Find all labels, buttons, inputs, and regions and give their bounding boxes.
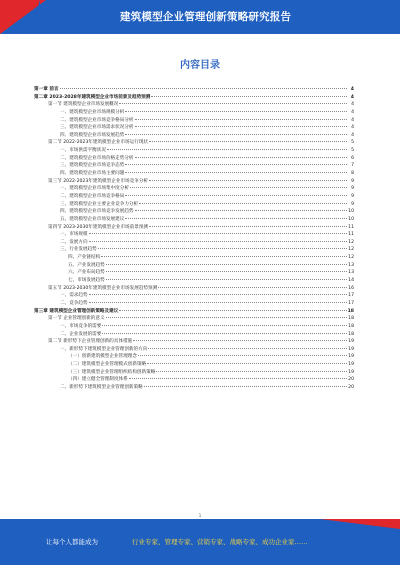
toc-dot-leader — [89, 302, 347, 303]
toc-entry-page: 7 — [351, 163, 354, 169]
toc-entry-page: 4 — [351, 117, 354, 123]
toc-entry-page: 4 — [350, 94, 354, 100]
footer-banner — [0, 519, 400, 565]
toc-dot-leader — [89, 294, 347, 295]
toc-entry[interactable] — [34, 300, 354, 308]
toc-entry-title: 四、建筑模型企业市场主要问题 — [60, 171, 125, 177]
toc-entry-title: 四、建筑模型企业市场竞争发展趋势 — [60, 209, 134, 215]
toc-dot-leader — [133, 340, 347, 341]
toc-entry-title: 二、发展方向 — [60, 239, 88, 245]
toc-entry-page: 18 — [348, 323, 354, 329]
toc-entry[interactable] — [34, 277, 354, 285]
toc-entry[interactable] — [34, 201, 354, 209]
toc-dot-leader — [106, 271, 347, 272]
toc-entry-page: 17 — [348, 300, 354, 306]
top-banner — [0, 0, 400, 34]
toc-heading: 内容目录 — [180, 60, 220, 71]
toc-entry-page: 20 — [348, 384, 354, 390]
toc-dot-leader — [149, 226, 347, 227]
toc-entry-page: 10 — [348, 216, 354, 222]
toc-entry-page: 13 — [348, 262, 354, 268]
toc-entry[interactable] — [34, 86, 354, 94]
toc-entry[interactable] — [34, 376, 354, 384]
toc-entry-page: 12 — [348, 255, 354, 261]
toc-entry-title: 第二节 2022-2023年建筑模型企业市场运行现状 — [48, 140, 149, 146]
toc-dot-leader — [125, 172, 347, 173]
toc-dot-leader — [89, 241, 347, 242]
toc-entry[interactable] — [34, 246, 354, 254]
toc-entry-page: 6 — [351, 155, 354, 161]
toc-dot-leader — [135, 210, 347, 211]
toc-entry-title: 四、产业链结构 — [68, 255, 101, 261]
toc-entry-title: 一、市场规模 — [60, 232, 88, 238]
report-title: 建筑模型企业管理创新策略研究报告 — [120, 11, 292, 23]
toc-entry-title: 第二章 2023-2028年建筑模型企业市场前景及趋势预测 — [34, 94, 151, 100]
toc-entry[interactable] — [34, 361, 354, 369]
banner-blue-notch — [30, 0, 40, 34]
toc-entry-title: （一）创新建筑模型企业管理理念 — [68, 354, 137, 360]
toc-entry-page: 11 — [348, 232, 354, 238]
toc-entry-page: 18 — [348, 316, 354, 322]
toc-entry-title: 三、建筑模型企业主要企业竞争力分析 — [60, 201, 139, 207]
toc-entry[interactable] — [34, 124, 354, 132]
toc-entry[interactable] — [34, 292, 354, 300]
toc-entry-page: 19 — [348, 346, 354, 352]
toc-entry[interactable] — [34, 170, 354, 178]
toc-entry-title: 五、建筑模型企业市场发展建议 — [60, 216, 125, 222]
toc-entry-title: 三、建筑模型企业市场竞争态势 — [60, 163, 125, 169]
toc-entry-page: 9 — [351, 178, 354, 184]
toc-entry-title: 二、建筑模型企业市场价格走势分析 — [60, 155, 134, 161]
toc-entry[interactable] — [34, 331, 354, 339]
toc-entry-title: 第五节 2023-2030年建筑模型企业市场发展趋势预测 — [48, 285, 158, 291]
toc-entry[interactable] — [34, 178, 354, 186]
toc-dot-leader — [119, 103, 347, 104]
toc-entry-title: 第一章 前言 — [34, 87, 59, 92]
toc-entry[interactable] — [34, 147, 354, 155]
toc-entry-title: 三、建筑模型企业市场需求状况分析 — [60, 125, 134, 131]
toc-entry-title: 二、竞争趋势 — [60, 300, 88, 306]
toc-entry-title: 七、市场发展趋势 — [68, 278, 105, 284]
toc-entry[interactable] — [34, 132, 354, 140]
toc-dot-leader — [144, 386, 347, 387]
toc-entry[interactable] — [34, 185, 354, 193]
toc-dot-leader — [60, 88, 347, 89]
toc-entry[interactable] — [34, 224, 354, 232]
toc-entry-title: 三、行业发展趋势 — [60, 247, 97, 253]
toc-entry-page: 20 — [348, 377, 354, 383]
toc-entry-page: 16 — [348, 285, 354, 291]
toc-dot-leader — [149, 180, 347, 181]
toc-entry-title: 四、建筑模型企业市场发展趋势 — [60, 132, 125, 138]
toc-entry-title: 一、新形势下建筑模型企业管理创新的方向 — [60, 346, 148, 352]
toc-dot-leader — [139, 203, 347, 204]
toc-dot-leader — [106, 279, 347, 280]
toc-entry-page: 9 — [351, 201, 354, 207]
toc-entry-page: 5 — [351, 140, 354, 146]
toc-dot-leader — [156, 371, 347, 372]
toc-dot-leader — [148, 348, 347, 349]
toc-entry-title: 二、建筑模型企业市场竞争格局分析 — [60, 117, 134, 123]
toc-entry-title: 一、建筑模型企业市场规模分析 — [60, 109, 125, 115]
toc-dot-leader — [106, 264, 347, 265]
toc-dot-leader — [125, 218, 347, 219]
toc-entry-page: 13 — [348, 270, 354, 276]
toc-entry-page: 19 — [348, 354, 354, 360]
toc-entry[interactable] — [34, 117, 354, 125]
toc-entry[interactable] — [34, 231, 354, 239]
toc-entry-page: 19 — [348, 362, 354, 368]
toc-entry-title: 第一节 建筑模型企业市场发展概况 — [48, 102, 119, 108]
toc-entry[interactable] — [34, 353, 354, 361]
toc-dot-leader — [135, 119, 347, 120]
table-of-contents — [34, 86, 354, 392]
toc-entry[interactable] — [34, 101, 354, 109]
toc-entry-title: 二、建筑模型企业市场竞争格局 — [60, 193, 125, 199]
toc-dot-leader — [147, 363, 347, 364]
footer-slogan-left: 让每个人都能成为 — [46, 538, 98, 546]
toc-dot-leader — [102, 333, 347, 334]
toc-entry-title: （四）建立健全管理制度体系 — [68, 377, 128, 383]
toc-entry[interactable] — [34, 323, 354, 331]
toc-entry-title: 第四节 2023-2030年建筑模型企业市场前景预测 — [48, 224, 149, 230]
toc-entry-page: 19 — [348, 339, 354, 345]
toc-entry-title: 一、市场供需平衡状况 — [60, 148, 106, 154]
toc-dot-leader — [158, 287, 347, 288]
toc-dot-leader — [125, 195, 347, 196]
toc-entry-page: 17 — [348, 293, 354, 299]
toc-entry-title: 一、建筑模型企业市场集中度分析 — [60, 186, 129, 192]
toc-entry[interactable] — [34, 139, 354, 147]
toc-dot-leader — [106, 317, 347, 318]
toc-dot-leader — [102, 325, 347, 326]
toc-entry-title: 第二节 新形势下企业管理创新的具体措施 — [48, 339, 133, 345]
toc-entry[interactable] — [34, 269, 354, 277]
toc-entry-page: 11 — [348, 224, 354, 230]
toc-entry-title: 六、产业布局趋势 — [68, 270, 105, 276]
toc-dot-leader — [138, 355, 347, 356]
toc-dot-leader — [135, 126, 347, 127]
toc-entry-page: 18 — [348, 331, 354, 337]
toc-entry[interactable] — [34, 155, 354, 163]
toc-dot-leader — [149, 141, 347, 142]
toc-entry-title: 二、企业发展的需要 — [60, 331, 102, 337]
toc-dot-leader — [107, 149, 347, 150]
toc-dot-leader — [98, 248, 347, 249]
toc-entry-title: 一、市场竞争的需要 — [60, 323, 102, 329]
toc-dot-leader — [125, 164, 347, 165]
toc-dot-leader — [130, 187, 347, 188]
toc-dot-leader — [119, 310, 346, 311]
toc-dot-leader — [151, 96, 347, 97]
toc-entry[interactable] — [34, 193, 354, 201]
toc-entry[interactable] — [34, 308, 354, 316]
toc-entry-page: 19 — [348, 369, 354, 375]
toc-dot-leader — [89, 233, 347, 234]
toc-dot-leader — [135, 157, 347, 158]
toc-entry-title: 第三节 2022-2023年建筑模型企业市场竞争分析 — [48, 178, 149, 184]
toc-entry-title: 一、需求趋势 — [60, 293, 88, 299]
toc-entry[interactable] — [34, 109, 354, 117]
toc-entry[interactable] — [34, 162, 354, 170]
toc-entry-title: 五、产业发展趋势 — [68, 262, 105, 268]
toc-entry[interactable] — [34, 262, 354, 270]
toc-entry-page: 4 — [351, 102, 354, 108]
toc-entry-page: 8 — [351, 171, 354, 177]
toc-dot-leader — [125, 134, 347, 135]
toc-entry-page: 14 — [348, 278, 354, 284]
toc-entry[interactable] — [34, 315, 354, 323]
footer-red-accent — [320, 519, 400, 529]
toc-dot-leader — [129, 378, 347, 379]
toc-entry-title: 二、新形势下建筑模型企业管理创新策略 — [60, 384, 143, 390]
toc-entry-title: （二）建筑模型企业管理模式创新策略 — [68, 362, 147, 368]
toc-entry[interactable] — [34, 338, 354, 346]
toc-entry-title: （三）建筑模型企业管理组织结构创新策略 — [68, 369, 156, 375]
toc-entry-page: 9 — [351, 186, 354, 192]
toc-entry-page: 12 — [348, 239, 354, 245]
toc-entry[interactable] — [34, 285, 354, 293]
toc-entry[interactable] — [34, 384, 354, 392]
toc-entry[interactable] — [34, 216, 354, 224]
toc-entry-page: 12 — [348, 247, 354, 253]
toc-entry-page: 4 — [351, 109, 354, 115]
toc-entry-page: 9 — [351, 193, 354, 199]
toc-entry[interactable] — [34, 239, 354, 247]
toc-entry-title: 第三章 建筑模型企业管理创新策略及建议 — [34, 308, 119, 314]
toc-entry-page: 4 — [350, 87, 354, 92]
toc-entry-page: 4 — [351, 132, 354, 138]
toc-entry-page: 4 — [351, 125, 354, 131]
toc-entry-page: 10 — [348, 209, 354, 215]
toc-entry[interactable] — [34, 346, 354, 354]
toc-entry-page: 18 — [347, 308, 354, 314]
toc-entry-title: 第一节 企业管理创新的意义 — [48, 316, 105, 322]
toc-entry-page: 5 — [351, 148, 354, 154]
toc-entry[interactable] — [34, 254, 354, 262]
page-number: 1 — [198, 513, 202, 518]
toc-entry[interactable] — [34, 369, 354, 377]
toc-dot-leader — [125, 111, 347, 112]
footer-slogan-right: 行业专家、管理专家、营销专家、战略专家、成功企业家…… — [132, 538, 308, 546]
toc-dot-leader — [101, 256, 347, 257]
toc-entry[interactable] — [34, 94, 354, 102]
toc-entry[interactable] — [34, 208, 354, 216]
